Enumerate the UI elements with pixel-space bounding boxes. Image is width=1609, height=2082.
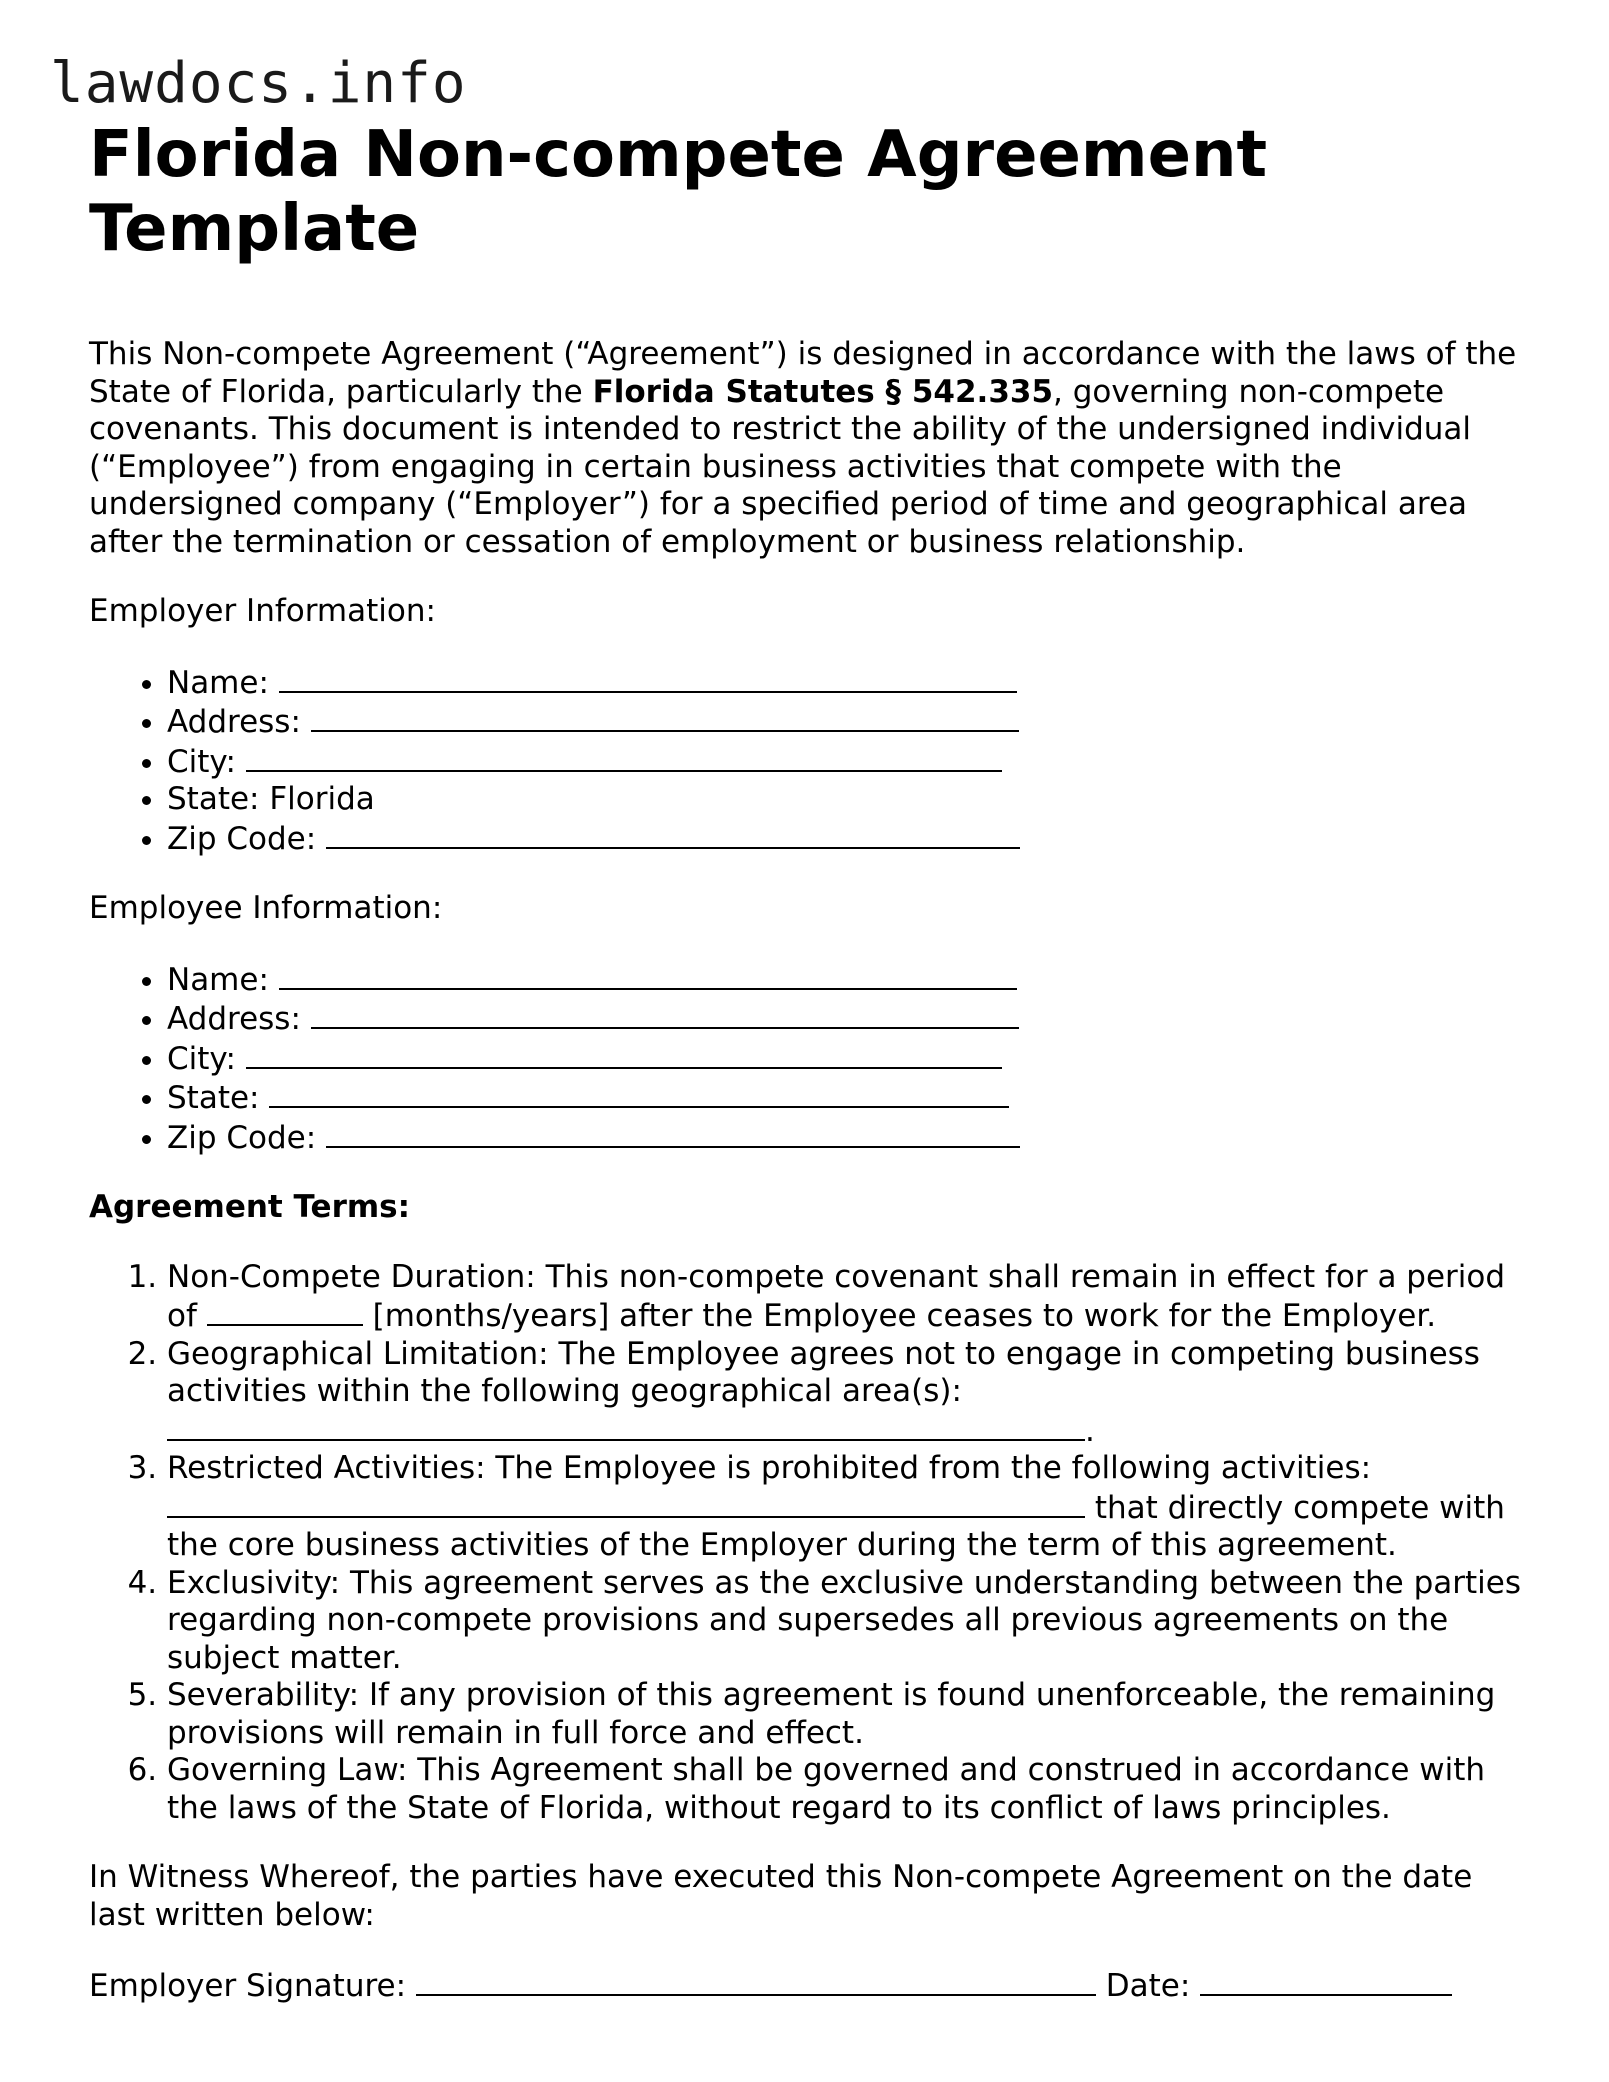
date-blank[interactable] xyxy=(1200,1966,1452,1996)
term-duration-text-1: Non-Compete Duration: This non-compete covenant shall remain in effect for a period of xyxy=(167,1258,1506,1334)
employer-address-field[interactable] xyxy=(167,702,1529,742)
site-watermark: lawdocs.info xyxy=(50,51,467,116)
employer-info-heading: Employer Information: xyxy=(89,593,436,629)
geography-blank[interactable] xyxy=(167,1411,1085,1441)
employee-name-blank[interactable] xyxy=(279,960,1017,990)
employee-info-list xyxy=(89,960,1529,1158)
employee-state-blank[interactable] xyxy=(269,1078,1009,1108)
employee-address-label: Address: xyxy=(167,1001,301,1037)
employer-zip-blank[interactable] xyxy=(326,819,1020,849)
document-title: Florida Non-compete Agreement Template xyxy=(89,118,1268,266)
agreement-terms-heading: Agreement Terms: xyxy=(89,1189,411,1225)
term-severability: 5. Severability: If any provision of this agreement is found unenforceable, the remaining provisions will remain in full force and effect. xyxy=(167,1677,1529,1752)
intro-text-2: , governing non-compete covenants. This document is intended to restrict the ability of the undersigned individual (“Employee”) from engaging in certain business activities that compete with the undersigned company (“Employer”) for a specified period of time and geographical area after the termination or cessation of employment or business relationship. xyxy=(89,373,1472,560)
employee-name-label: Name: xyxy=(167,961,269,998)
document-page xyxy=(89,118,1529,2006)
intro-paragraph xyxy=(89,336,1529,561)
term-geography-text-1: Geographical Limitation: The Employee agrees not to engage in competing business activities within the following geographical area(s): xyxy=(167,1335,1480,1409)
employer-address-blank[interactable] xyxy=(311,702,1019,732)
employee-state-field[interactable] xyxy=(167,1078,1529,1118)
employer-signature-label: Employer Signature: xyxy=(89,1968,407,2004)
duration-blank[interactable] xyxy=(207,1296,363,1326)
employer-zip-field[interactable] xyxy=(167,819,1529,859)
employee-address-field[interactable] xyxy=(167,999,1529,1039)
employee-address-blank[interactable] xyxy=(311,999,1019,1029)
employee-city-blank[interactable] xyxy=(246,1039,1002,1069)
employee-name-field[interactable] xyxy=(167,960,1529,1000)
employer-city-label: City: xyxy=(167,743,236,780)
employee-zip-field[interactable] xyxy=(167,1118,1529,1158)
employer-city-field[interactable] xyxy=(167,742,1529,782)
employer-city-blank[interactable] xyxy=(246,742,1002,772)
employer-state-label: State: Florida xyxy=(167,781,375,817)
employee-zip-label: Zip Code: xyxy=(167,1119,317,1156)
employer-signature-blank[interactable] xyxy=(416,1966,1096,1996)
employer-state-field xyxy=(167,781,1529,819)
term-restricted-activities xyxy=(167,1450,1529,1565)
statute-reference: Florida Statutes § 542.335 xyxy=(592,373,1054,410)
term-geography-text-2: . xyxy=(1085,1412,1095,1449)
term-duration xyxy=(167,1259,1529,1336)
employee-city-label: City: xyxy=(167,1040,236,1077)
employer-name-blank[interactable] xyxy=(279,663,1017,693)
term-restricted-text-1: Restricted Activities: The Employee is prohibited from the following activities: xyxy=(167,1450,1372,1486)
intro-text-1: This Non-compete Agreement (“Agreement”) is designed in accordance with the laws of the State of Florida, particularly the xyxy=(89,336,1517,410)
term-restricted-text-2: that directly compete with the core business activities of the Employer during the term of this agreement. xyxy=(167,1489,1505,1563)
term-duration-text-2: [months/years] after the Employee ceases to work for the Employer. xyxy=(372,1298,1437,1334)
restricted-activities-blank[interactable] xyxy=(167,1488,1085,1518)
employer-signature-line xyxy=(89,1966,1529,2006)
employee-zip-blank[interactable] xyxy=(326,1118,1020,1148)
employer-name-field[interactable] xyxy=(167,663,1529,703)
employer-info-list xyxy=(89,663,1529,859)
term-exclusivity: 4. Exclusivity: This agreement serves as the exclusive understanding between the parties regarding non-compete provisions and supersedes all previous agreements on the subject matter. xyxy=(167,1565,1529,1678)
employee-city-field[interactable] xyxy=(167,1039,1529,1079)
witness-paragraph: In Witness Whereof, the parties have executed this Non-compete Agreement on the date last written below: xyxy=(89,1859,1473,1933)
employer-zip-label: Zip Code: xyxy=(167,820,317,857)
employer-address-label: Address: xyxy=(167,704,301,740)
term-geography xyxy=(167,1336,1529,1451)
employer-name-label: Name: xyxy=(167,664,269,701)
term-governing-law: 6. Governing Law: This Agreement shall be governed and construed in accordance with the laws of the State of Florida, without regard to its conflict of laws principles. xyxy=(167,1752,1529,1827)
employee-info-heading: Employee Information: xyxy=(89,890,443,926)
date-label: Date: xyxy=(1105,1968,1191,2004)
agreement-terms-list xyxy=(89,1259,1529,1828)
employee-state-label: State: xyxy=(167,1080,260,1116)
